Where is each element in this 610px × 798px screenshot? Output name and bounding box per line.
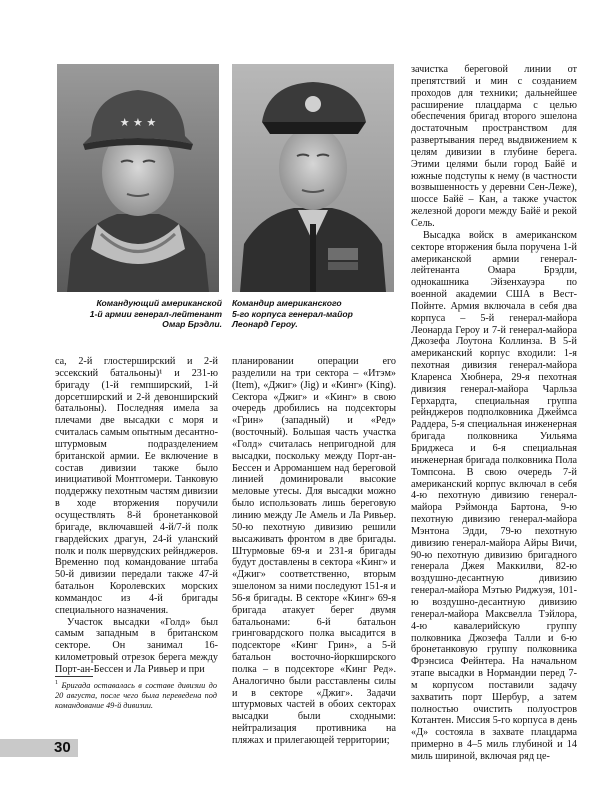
footnote-rule: [55, 676, 93, 677]
svg-text:★ ★ ★: ★ ★ ★: [119, 116, 157, 129]
footnote: [55, 681, 217, 712]
paragraph: Высадка войск в американском секторе вторжения была поручена 1-й американской армии генерал-лейтенанта Омара Брэдли, однокашника Эйзенхауэра по военной академии США в Вест-Пойнте. Армия включала в себя два корпуса – 5-й генерал-майора Леонарда Героу и 7-й генерал-майора Джозефа Лоутона Коллинза. В 5-й американский корпус входили: 1-я пехотная дивизия генерал-майора Кларенса Хюбнера, 29-я пехотная дивизия генерал-майора Чарльза Герхардта, специальная группа рейнджеров подполковника Джеймса Раддера, 5-я специальная инженерная бригада полковника Уильяма Бриджеса и 6-я специальная инженерная бригада полковника Пола Томпсона. В свою очередь 7-й американский корпус включал в себя 4-ю пехотную дивизию генерал-майора Рэймонда Бартона, 9-ю пехотную дивизию генерал-майора Мэнтона Эдди, 79-ю пехотную дивизию генерал-майора Айры Вичи, 90-ю пехотную дивизию бригадного генерала Джея Маккилви, 82-ю воздушно-десантную дивизию генерал-майора Мэтью Риджуэя, 101-ю воздушно-десантную дивизию генерал-майора Максвелла Тэйлора, 4-ю кавалерийскую группу полковника Джозефа Талли и 6-ю бронетанковую группу полковника Фрэнсиса Фейнтера. На начальном этапе высадки в Нормандии перед 7-м корпусом поставили задачу захватить порт Шербур, а затем полностью очистить полуостров Котантен. Миссия 5-го корпуса в день «Д» состояла в захвате плацдарма примерно в 4–5 миль глубиной и 14 миль шириной, включая ряд це-: [411, 229, 577, 762]
caption-line: Командующий американской: [96, 298, 222, 308]
text-column-1: [55, 356, 218, 675]
caption-line: 1-й армии генерал-лейтенант: [89, 308, 222, 319]
photo-omar-bradley-image: [57, 64, 219, 292]
paragraph: планировании операции его разделили на три сектора – «Итэм» (Item), «Джиг» (Jig) и «Кинг» (King). Сектора «Джиг» и «Кинг» в свою очередь дробились на подсекторы «Грин» (западный) и «Ред» (восточный). Большая часть участка «Голд» считалась непригодной для высадки, поскольку между Порт-ан-Бессен и Арроманшем над береговой линией доминировали высокие меловые утесы. Для высадки можно было использовать лишь береговую линию между Ле Амель и Ла Ривьер. 50-ю пехотную дивизию решили высаживать фронтом в две бригады. Штурмовые 69-я и 231-я бригады будут доставлены в сектора «Кинг» и «Джиг» соответственно, вторым эшелоном за ними последуют 151-я и 56-я бригады. В секторе «Кинг» 69-я бригада атакует берег двумя батальонами: 6-й батальон гринговардского полка высадится в подсекторе «Кинг Грин», а 5-й батальон восточно-йоркширского полка – в подсекторе «Кинг Ред». Аналогично были расставлены силы и в секторе «Джиг». Задачи штурмовых частей в обоих секторах высадки были сходными: нейтрализация противника на пляжах и прилегающей территории;: [232, 356, 396, 746]
caption-line: 5-го корпуса генерал-майор: [232, 308, 353, 319]
caption-line: Леонард Героу.: [232, 319, 298, 330]
footnote-text: Бригада оставалась в составе дивизии до 20 августа, после чего была переведена под командование 49-й дивизии.: [55, 681, 218, 711]
text-column-2: [232, 356, 396, 756]
paragraph: са, 2-й глостерширский и 2-й эссекский батальоны)¹ и 231-ю бригаду (1-й гемпширский, 1-й дорсетширский и 2-й девонширский батальоны). Последняя имела за плечами две высадки с моря и считалась самым опытным десантно-штурмовым подразделением британской армии. Ее включение в состав дивизии также было инициативой Монтгомери. Танковую поддержку пехотным частям дивизии в ходе вторжения поручили осуществлять 8-й бронетанковой бригаде, включавшей 4-й/7-й полк гвардейских драгун, 24-й уланский полк и полк шервудских рейнджеров. Временно под командование штаба 50-й дивизии передали также 47-й батальон Королевских морских коммандос из 4-й бригады специального назначения.: [55, 356, 218, 616]
photo-leonard-gerow: [232, 64, 394, 292]
photo-caption-gerow: [232, 298, 402, 330]
photo-omar-bradley: [57, 64, 219, 292]
caption-line: Командир американского: [232, 298, 342, 308]
text-column-3: [411, 64, 577, 762]
footnote-marker: 1: [55, 680, 58, 687]
paragraph: Участок высадки «Голд» был самым западным в британском секторе. Он занимал 16-километровый отрезок берега между Порт-ан-Бессен и Ла Ривьер и при: [55, 616, 218, 675]
page-number: 30: [54, 739, 71, 756]
caption-line: Омар Брэдли.: [162, 319, 222, 330]
photo-leonard-gerow-image: [232, 64, 394, 292]
paragraph: зачистка береговой линии от препятствий и мин с созданием проходов для техники; дальнейшее расширение плацдарма с целью обеспечения бригад второго эшелона достаточным пространством для развертывания перед выдвижением к целям дивизии в глубине берега. Этими целями были город Байё и южные подступы к нему (в частности возвышенность у деревни Сен-Леже), шоссе Байё – Кан, а также участок железной дороги между Байё и рекой Сель.: [411, 64, 577, 229]
photo-caption-bradley: [57, 298, 222, 330]
